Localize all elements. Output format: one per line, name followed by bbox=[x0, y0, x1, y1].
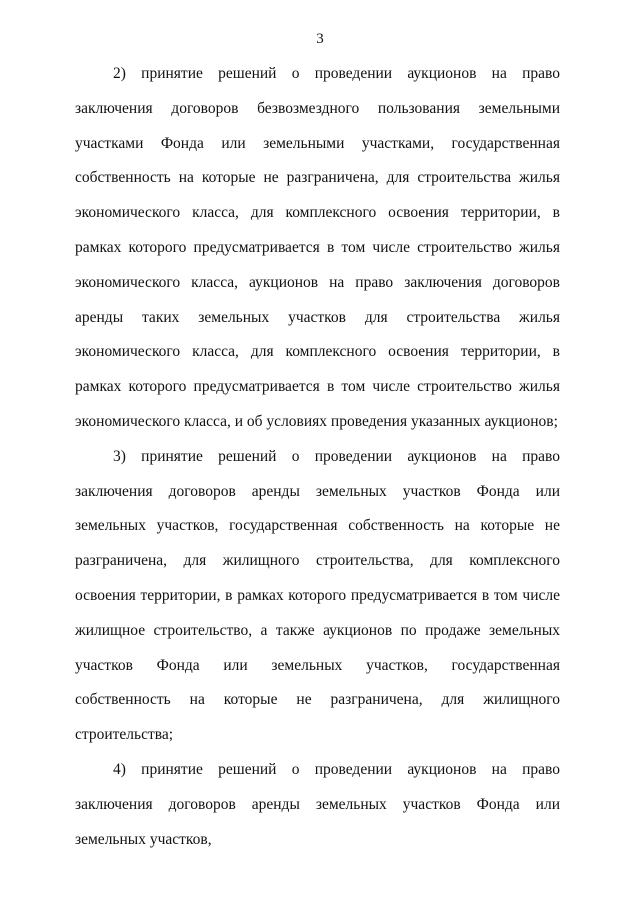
paragraph-item-4: 4) принятие решений о проведении аукционов на право заключения договоров аренды земельных участков Фонда или земельных участков, bbox=[75, 760, 560, 848]
paragraph-item-2: 2) принятие решений о проведении аукционов на право заключения договоров безвозмездного пользования земельными участками Фонда или земельными участками, государственная собственность на которые не разграничена, для строительства жилья экономического класса, для комплексного освоения территории, в рамках которого предусматривается в том числе строительство жилья экономического класса, аукционов на право заключения договоров аренды таких земельных участков для строительства жилья экономического класса, для комплексного освоения территории, в рамках которого предусматривается в том числе строительство жилья экономического класса, и об условиях проведения указанных аукционов; bbox=[75, 65, 560, 430]
paragraph-item-3: 3) принятие решений о проведении аукционов на право заключения договоров аренды земельных участков Фонда или земельных участков, государственная собственность на которые не разграничена, для жилищного строительства, для комплексного освоения территории, в рамках которого предусматривается в том числе жилищное строительство, а также аукционов по продаже земельных участков Фонда или земельных участков, государственная собственность на которые не разграничена, для жилищного строительства; bbox=[75, 447, 560, 744]
page-number: 3 bbox=[316, 31, 324, 47]
document-body bbox=[75, 57, 560, 857]
